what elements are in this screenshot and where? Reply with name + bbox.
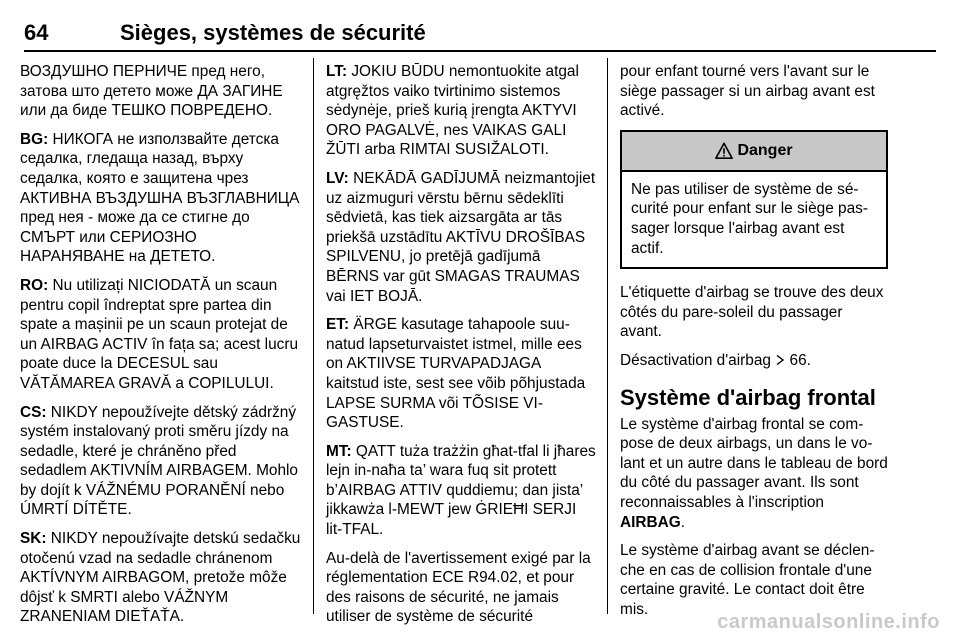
warning-triangle-icon — [715, 142, 733, 160]
page-reference-arrow-icon — [775, 354, 785, 366]
cross-reference-page[interactable]: 66. — [789, 351, 811, 369]
paragraph-ro: RO: Nu utilizați NICIODATĂ un scaun pentru copil îndreptat spre partea din spate a mașinii pe un scaun protejat de un AIRBAG ACTIV în fața sa; acest lucru poate duce la DECESUL sau VĂTĂMAREA GRAVĂ a COPILULUI. — [20, 276, 299, 392]
page-number: 64 — [24, 20, 49, 45]
cross-reference: Désactivation d'airbag 66. — [620, 351, 811, 369]
paragraph-fr: Au-delà de l'avertissement exigé par la réglementation ECE R94.02, et pour des raisons de sécurité, ne jamais utiliser de système de sécurité — [326, 549, 591, 626]
danger-title: Danger — [737, 141, 793, 159]
watermark: carmanualsonline.info — [717, 611, 940, 633]
section-heading: Système d'airbag frontal — [620, 384, 876, 410]
paragraph-mt: MT: QATT tuża trażżin għat-tfal li jħares lejn in-naħa ta’ wara fuq sit protett b’AIRBAG ATTIV quddiemu; dan jista’ jikkawża l-MEWT jew ĠRIEĦI SERJI lit-TFAL. — [326, 442, 596, 539]
paragraph-lt: LT: JOKIU BŪDU nemontuokite atgal atgręžtos vaiko tvirtinimo sistemos sėdynėje, prieš kurią įrengta AKTYVI ORO PAGALVĖ, nes VAIKAS GALI ŽŪTI arba RIMTAI SUSIŽALOTI. — [326, 63, 579, 159]
danger-box — [620, 130, 888, 269]
paragraph-intro: pour enfant tourné vers l'avant sur le siège passager si un airbag avant est activé. — [620, 63, 875, 120]
paragraph: ВОЗДУШНО ПЕРНИЧЕ пред него, затова што детето може ДА ЗАГИНЕ или да биде ТЕШКО ПОВРЕДЕНО. — [20, 63, 283, 120]
header-rule — [24, 50, 936, 52]
paragraph-lv: LV: NEKĀDĀ GADĪJUMĀ neizmantojiet uz aizmuguri vērstu bērnu sēdeklīti sēdvietā, kas tiek aizsargāta ar tās priekšā uzstādītu AKTĪVU DROŠĪBAS SPILVENU, jo pretējā gadījumā BĒRNS var gūt SMAGAS TRAUMAS vai IET BOJĀ. — [326, 169, 596, 305]
paragraph-deployment: Le système d'airbag avant se déclenche en cas de collision frontale d'une certaine gravité. Le contact doit être mis. — [620, 542, 875, 618]
paragraph-label-location: L'étiquette d'airbag se trouve des deux côtés du pare-soleil du passager avant. — [620, 284, 884, 341]
paragraph-cs: CS: NIKDY nepoužívejte dětský zádržný systém instalovaný proti směru jízdy na sedadle, které je chráněno před sedadlem AKTIVNÍM AIRBAGEM. Mohlo by dojít k VÁŽNÉMU PORANĚNÍ nebo ÚMRTÍ DÍTĚTE. — [20, 403, 298, 519]
column-divider-1 — [313, 58, 314, 614]
paragraph-bg: BG: НИКОГА не използвайте детска седалка, гледаща назад, върху седалка, която е защитена чрез АКТИВНА ВЪЗДУШНА ВЪЗГЛАВНИЦА пред нея - може да се стигне до СМЪРТ или СЕРИОЗНО НАРАНЯВАНЕ на ДЕТЕТО. — [20, 130, 300, 266]
paragraph-frontal-system: Le système d'airbag frontal se compose de deux airbags, un dans le volant et un autre dans le tableau de bord du côté du passager avant. Ils sont reconnaissables à l'inscription AIRBAG. — [620, 415, 888, 531]
danger-header — [622, 132, 886, 172]
paragraph-sk: SK: NIKDY nepoužívajte detskú sedačku otočenú vzad na sedadle chránenom AKTÍVNYM AIRBAGOM, pretože môže dôjsť k SMRTI alebo VÁŽNYM ZRANENIAM DIEŤAŤA. — [20, 530, 301, 626]
airbag-inscription: AIRBAG — [620, 513, 681, 531]
paragraph-et: ET: ÄRGE kasutage tahapoole suunatud lapseturvaistet istmel, mille ees on AKTIIVSE TURVAPADJAGA kaitstud iste, sest see võib põhjustada LAPSE SURMA või TÕSISE VIGASTUSE. — [326, 316, 586, 432]
page-header — [24, 12, 936, 52]
column-2 — [326, 62, 596, 626]
page-title: Sièges, systèmes de sécurité — [120, 20, 426, 45]
column-divider-2 — [607, 58, 608, 614]
column-3 — [620, 62, 888, 622]
danger-text: Ne pas utiliser de système de sécurité pour enfant sur le siège passager lorsque l'airbag avant est actif. — [631, 180, 868, 257]
column-1 — [20, 62, 302, 626]
